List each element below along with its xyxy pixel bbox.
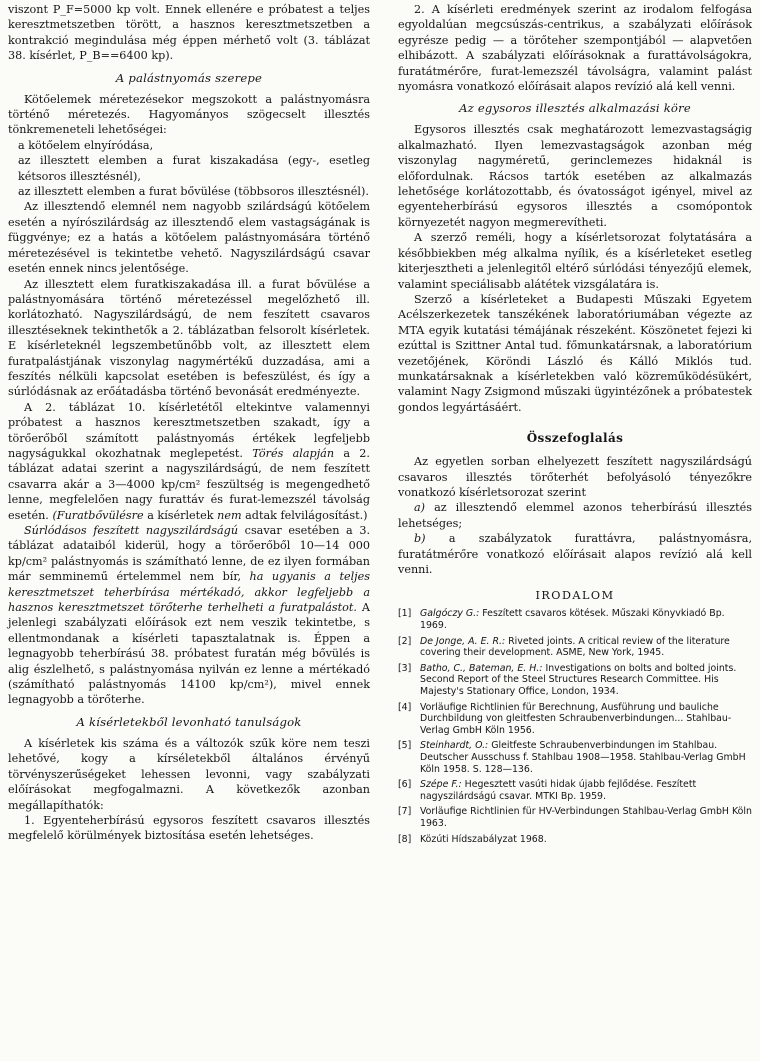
reference-number: [5] [398, 740, 412, 752]
paragraph: Egysoros illesztés csak meghatározott lemezvastagságig alkalmazható. Ilyen lemezvastagságok azonban még viszonylag nagyméretű, gerinclemezes hidaknál is előfordulnak. Rácsos tartók esetében az alkalmazás lehetősége korlátozottabb, és óvatosságot igényel, mivel az egyenteherbírású egysoros illesztés a csomópontok környezetét nagyon megmerevítheti. [398, 123, 752, 229]
reference-item [398, 740, 752, 775]
italic-run: ha ugyanis a teljes keresztmetszet teherbírása mértékadó, akkor legfeljebb a hasznos keresztmetszet törőterhe terhelheti a furatpalástot. [8, 570, 370, 615]
reference-text: Riveted joints. A critical review of the literature covering their development. ASME, New York, 1945. [420, 635, 730, 659]
section-heading: A palástnyomás szerepe [115, 70, 263, 85]
reference-text: Vorläufige Richtlinien für Berechnung, Ausführung und bauliche Durchbildung von gleitfesten Schraubenverbindungen... Stahlbau-Verlag GmbH Köln 1956. [420, 701, 732, 736]
reference-number: [8] [398, 833, 412, 845]
reference-item [398, 834, 752, 846]
list-item [398, 500, 752, 531]
reference-number: [1] [398, 608, 412, 620]
paragraph [8, 400, 370, 523]
reference-item [398, 663, 752, 698]
reference-text: Investigations on bolts and bolted joints. Second Report of the Steel Structures Research Committee. His Majesty's Stationary Office, London, 1934. [420, 662, 737, 697]
paragraph: viszont P_F=5000 kp volt. Ennek ellenére e próbatest a teljes keresztmetszetben törött, a hasznos keresztmetszetben a kontrakció megindulása még éppen mérhető volt (3. táblázat 38. kísérlet, P_B==6400 kp). [8, 3, 370, 63]
summary-heading: Összefoglalás [526, 431, 624, 446]
italic-run: nem [217, 508, 242, 522]
text-run: a kísérletek [147, 508, 214, 522]
left-column [8, 2, 370, 844]
paragraph: Az illesztett elem furatkiszakadása ill. a furat bővülése a palástnyomására történő méretezéssel megelőzhető ill. korlátozható. Nagyszilárdságú, de nem feszített csavaros illesztéseknek tekinthetők a 2. táblázatban felsorolt kísérletek. E kísérleteknél legszembetűnőbb volt, az illesztett elem furatpalástjának viszonylag nagymértékű duzzadása, ami a feszítés nélküli kapcsolat esetében is befeszülést, és így a súrlódásnak az erőátadásba történő bevonását eredményezte. [8, 277, 370, 399]
reference-author: De Jonge, A. E. R.: [420, 635, 506, 647]
text-run: A jelenlegi szabályzati előírások ezt nem veszik tekintetbe, s ellentmondanak a kísérleti tapasztalatnak is. Éppen a legnagyobb teherbírású 38. próbatest furatán még bővülés is alig észlelhető, s palástnyomása nyilván ez lenne a mértékadó (számítható palástnyomás 14100 kp/cm²), mivel ennek legnagyobb a törőterhe. [8, 601, 370, 707]
paragraph: 2. A kísérleti eredmények szerint az irodalom felfogása egyoldalúan megcsúszás-centrikus, a szabályzati előírások egyrésze pedig — a törőteher szempontjából — alapvetően elhibázott. A szabályzati előírásoknak a furattávolságokra, furatátmérőre, furat-lemezszél távolságra, valamint palást nyomásra vonatkozó előírásait alapos revízió alá kell venni. [398, 3, 752, 94]
paragraph: Az illesztendő elemnél nem nagyobb szilárdságú kötőelem esetén a nyírószilárdság az illesztendő elem vastagságának is függvénye; ez a hatás a kötőelem palástnyomására történő méretezésével is tekintetbe vehető. Nagyszilárdságú csavar esetén ennek nincs jelentősége. [8, 200, 370, 276]
italic-run: Súrlódásos feszített nagyszilárdságú [24, 524, 239, 537]
reference-author: Steinhardt, O.: [420, 740, 489, 752]
italic-run: (Furatbővülésre [52, 508, 144, 522]
reference-author: Szépe F.: [420, 779, 462, 791]
references-heading: IRODALOM [535, 589, 615, 603]
section-heading: Az egysoros illesztés alkalmazási köre [459, 101, 691, 116]
reference-item [398, 779, 752, 802]
paragraph: A kísérletek kis száma és a változók szűk köre nem teszi lehetővé, kogy a kírséletekből általános érvényű törvényszerűségeket lehessen levonni, vagy szabályzati előírásokat megfogalmazni. A következők azonban megállapíthatók: [8, 736, 370, 812]
reference-text: Közúti Hídszabályzat 1968. [420, 833, 547, 845]
text-run: A 2. táblázat 10. kísérletétől eltekintve valamennyi próbatest a hasznos keresztmetszetben szakadt, így a törőerőből számított palástnyomás értékek legfeljebb nagyságukkal okozhatnak meglepetést. [8, 400, 370, 460]
item-letter: b) [414, 532, 426, 546]
list-item: a kötőelem elnyíródása, [18, 138, 154, 152]
paragraph [8, 523, 370, 708]
item-letter: a) [414, 501, 426, 515]
text-run: az illesztendő elemmel azonos teherbírású illesztés lehetséges; [398, 501, 752, 530]
section-heading: A kísérletekből levonható tanulságok [76, 714, 302, 729]
list-item [398, 531, 752, 577]
references-list [398, 608, 752, 845]
reference-text: Hegesztett vasúti hidak újabb fejlődése. Feszített nagyszilárdságú csavar. MTKI Bp. 1959. [420, 779, 697, 802]
list-item: az illesztett elemben a furat kiszakadása (egy-, esetleg kétsoros illesztésnél), [18, 154, 370, 183]
paragraph: Kötőelemek méretezésekor megszokott a palástnyomásra történő méretezés. Hagyományos szögecselt illesztés tönkremeneteli lehetőségei: [8, 92, 370, 137]
reference-item [398, 806, 752, 829]
paragraph: A szerző reméli, hogy a kísérletsorozat folytatására a későbbiekben még alkalma nyílik, és a kísérleteket esetleg kiterjesztheti a jelenlegitől eltérő súrlódási tényezőjű elemek, valamint speciálisabb alátétek vizsgálatára is. [398, 231, 752, 291]
reference-item [398, 608, 752, 631]
text-run: a 2. táblázat adatai szerint a nagyszilárdságú, de nem feszített csavarra akár a 3—4000 kp/cm² feszültség is megengedhető lenne, megfelelően nagy furattáv és furat-lemezszél távolság esetén. [8, 446, 370, 522]
reference-author: Batho, C., Bateman, E. H.: [420, 662, 543, 674]
reference-number: [3] [398, 662, 412, 674]
reference-text: Vorläufige Richtlinien für HV-Verbindungen Stahlbau-Verlag GmbH Köln 1963. [420, 806, 752, 829]
paragraph: 1. Egyenteherbírású egysoros feszített csavaros illesztés megfelelő körülmények biztosítása esetén lehetséges. [8, 813, 370, 843]
text-run: csavar esetében a 3. táblázat adataiból kiderül, hogy a törőerőből 10—14 000 kp/cm² palástnyomás is számítható lenne, de ez ilyen formában már semminemű értelemmel nem bír, [8, 524, 370, 584]
paragraph: Az egyetlen sorban elhelyezett feszített nagyszilárdságú csavaros illesztés törőterhét befolyásoló tényezőkre vonatkozó kísérletsorozat szerint [398, 455, 752, 499]
list-item: az illesztett elemben a furat bővülése (többsoros illesztésnél). [18, 185, 369, 199]
reference-number: [6] [398, 779, 412, 791]
reference-number: [2] [398, 635, 412, 647]
reference-text: Gleitfeste Schraubenverbindungen im Stahlbau. Deutscher Ausschuss f. Stahlbau 1908—1958. Stahlbau-Verlag GmbH Köln 1958. S. 128—136. [420, 740, 746, 775]
text-run: adtak felvilágosítást.) [245, 508, 368, 522]
reference-item [398, 702, 752, 737]
reference-number: [7] [398, 806, 412, 818]
text-run: a szabályzatok furattávra, palástnyomásra, furatátmérőre vonatkozó előírásait alapos revízió alá kell venni. [398, 532, 752, 576]
reference-author: Galgóczy G.: [420, 608, 480, 620]
italic-run: Törés alapján [252, 446, 335, 460]
reference-number: [4] [398, 701, 412, 713]
paragraph: Szerző a kísérleteket a Budapesti Műszaki Egyetem Acélszerkezetek tanszékének laboratóriumában végezte az MTA egyik kutatási témájának részeként. Köszönetet fejezi ki ezúttal is Szittner Antal tud. főmunkatársnak, a laboratórium vezetőjének, Köröndi László és Kálló Miklós tud. munkatársaknak a kísérletekben való közreműködésükért, valamint Nagy Zsigmond műszaki ügyintézőnek a próbatestek gondos legyártásáért. [398, 292, 752, 414]
reference-text: Feszített csavaros kötések. Műszaki Könyvkiadó Bp. 1969. [420, 608, 725, 631]
reference-item [398, 636, 752, 659]
right-column [398, 2, 752, 849]
